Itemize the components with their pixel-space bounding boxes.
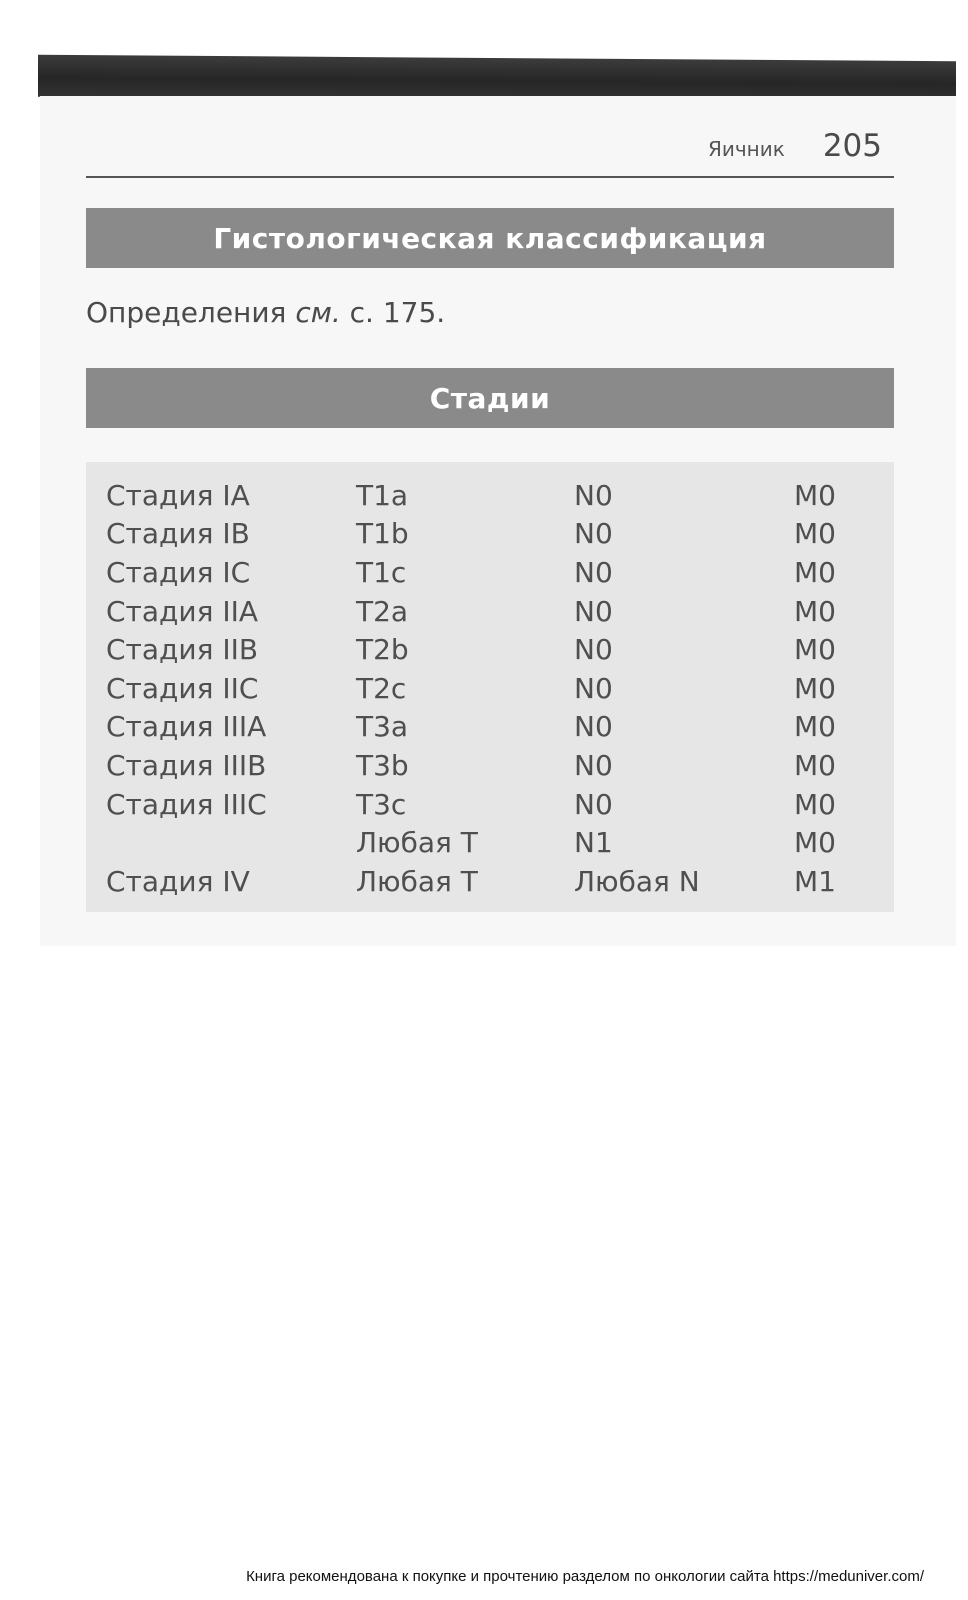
footer-note: Книга рекомендована к покупке и прочтению разделом по онкологии сайта https://meduniver.com/ — [246, 1568, 924, 1585]
m-cell: M0 — [794, 517, 836, 551]
table-row — [86, 746, 894, 785]
definitions-prefix: Определения — [86, 296, 296, 329]
table-row — [86, 630, 894, 669]
table-row — [86, 553, 894, 592]
n-cell: N0 — [574, 594, 613, 628]
definitions-text — [86, 296, 445, 329]
n-cell: N0 — [574, 748, 613, 782]
stages-section-banner: Стадии — [86, 368, 894, 428]
stage-cell: Стадия IV — [106, 864, 250, 898]
stage-cell: Стадия IIC — [106, 671, 259, 705]
page-number: 205 — [822, 128, 882, 164]
n-cell: N0 — [574, 517, 613, 551]
stage-cell: Стадия IIA — [106, 594, 258, 628]
n-cell: N1 — [574, 826, 613, 860]
m-cell: M0 — [794, 671, 836, 705]
m-cell: M0 — [794, 555, 836, 589]
n-cell: N0 — [574, 710, 613, 744]
table-row — [86, 785, 894, 824]
stage-table — [86, 462, 894, 912]
m-cell: M0 — [794, 710, 836, 744]
table-row — [86, 592, 894, 631]
m-cell: M0 — [794, 748, 836, 782]
stage-cell: Стадия IIIC — [106, 787, 267, 821]
t-cell: T2c — [356, 671, 407, 705]
definitions-suffix: с. 175. — [340, 296, 446, 329]
m-cell: M0 — [794, 478, 836, 512]
stage-cell: Стадия IA — [106, 478, 250, 512]
t-cell: T2b — [356, 633, 409, 667]
running-head — [708, 128, 882, 164]
n-cell: N0 — [574, 555, 613, 589]
m-cell: M0 — [794, 633, 836, 667]
t-cell: T2a — [356, 594, 409, 628]
table-row — [86, 515, 894, 554]
m-cell: M0 — [794, 787, 836, 821]
header-rule — [86, 176, 894, 178]
table-row — [86, 708, 894, 747]
t-cell: T1a — [356, 478, 409, 512]
n-cell: N0 — [574, 787, 613, 821]
m-cell: M1 — [794, 864, 836, 898]
definitions-ref: см. — [295, 296, 341, 329]
n-cell: N0 — [574, 671, 613, 705]
t-cell: T1c — [356, 555, 407, 589]
table-row — [86, 862, 894, 901]
n-cell: Любая N — [574, 864, 700, 898]
t-cell: T3c — [356, 787, 407, 821]
t-cell: T3a — [356, 710, 409, 744]
t-cell: T1b — [356, 517, 409, 551]
m-cell: M0 — [794, 826, 836, 860]
stage-cell: Стадия IIIB — [106, 748, 267, 782]
histology-section-banner: Гистологическая классификация — [86, 208, 894, 268]
table-row — [86, 476, 894, 515]
n-cell: N0 — [574, 478, 613, 512]
t-cell: T3b — [356, 748, 409, 782]
running-title: Яичник — [707, 137, 785, 161]
t-cell: Любая T — [356, 826, 478, 860]
table-row — [86, 669, 894, 708]
t-cell: Любая T — [356, 864, 478, 898]
stage-cell: Стадия IIIA — [106, 710, 267, 744]
table-row — [86, 823, 894, 862]
stage-cell: Стадия IC — [106, 555, 251, 589]
stage-cell: Стадия IB — [106, 517, 250, 551]
m-cell: M0 — [794, 594, 836, 628]
n-cell: N0 — [574, 633, 613, 667]
stage-cell: Стадия IIB — [106, 633, 259, 667]
